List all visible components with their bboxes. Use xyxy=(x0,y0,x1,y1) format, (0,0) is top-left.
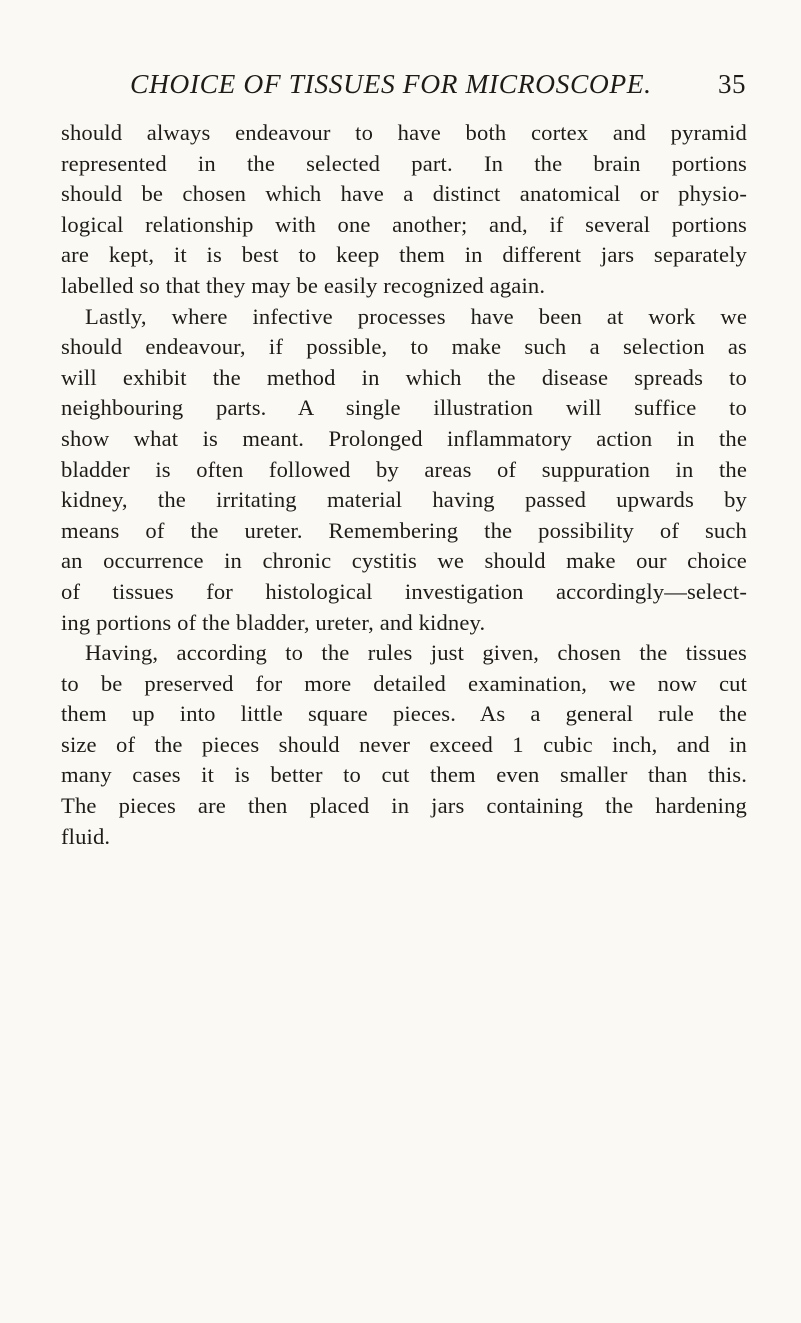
text-line: Having, according to the rules just given, chosen the tissues xyxy=(85,640,747,666)
text-line: means of the ureter. Remembering the possibility of such xyxy=(61,517,747,543)
text-line: logical relationship with one another; and, if several portions xyxy=(61,211,747,237)
text-line: represented in the selected part. In the brain portions xyxy=(61,150,747,176)
body-text xyxy=(61,118,747,852)
running-head xyxy=(60,64,746,104)
page-number: 35 xyxy=(718,69,746,99)
text-line: ing portions of the bladder, ureter, and kidney. xyxy=(61,609,486,635)
text-line: kidney, the irritating material having passed upwards by xyxy=(61,487,747,513)
text-line: fluid. xyxy=(61,823,111,849)
text-line: should always endeavour to have both cortex and pyramid xyxy=(61,120,747,145)
text-line: Lastly, where infective processes have been at work we xyxy=(85,303,747,329)
text-line: show what is meant. Prolonged inflammatory action in the xyxy=(61,425,747,451)
text-line: bladder is often followed by areas of suppuration in the xyxy=(61,456,747,482)
text-line: them up into little square pieces. As a general rule the xyxy=(61,701,747,727)
text-line: are kept, it is best to keep them in different jars separately xyxy=(61,242,747,268)
text-line: size of the pieces should never exceed 1 cubic inch, and in xyxy=(61,731,747,757)
text-line: an occurrence in chronic cystitis we should make our choice xyxy=(61,548,747,574)
text-line: neighbouring parts. A single illustration will suffice to xyxy=(61,395,747,421)
text-line: to be preserved for more detailed examination, we now cut xyxy=(61,670,747,696)
text-line: should endeavour, if possible, to make such a selection as xyxy=(61,334,747,360)
text-line: should be chosen which have a distinct anatomical or physio- xyxy=(61,181,747,207)
text-line: The pieces are then placed in jars containing the hardening xyxy=(61,793,747,819)
text-line: many cases it is better to cut them even smaller than this. xyxy=(61,762,747,788)
text-line: of tissues for histological investigation accordingly—select- xyxy=(61,578,747,604)
text-line: labelled so that they may be easily recognized again. xyxy=(61,272,546,298)
running-title: CHOICE OF TISSUES FOR MICROSCOPE. xyxy=(130,68,652,99)
text-line: will exhibit the method in which the disease spreads to xyxy=(61,364,747,390)
